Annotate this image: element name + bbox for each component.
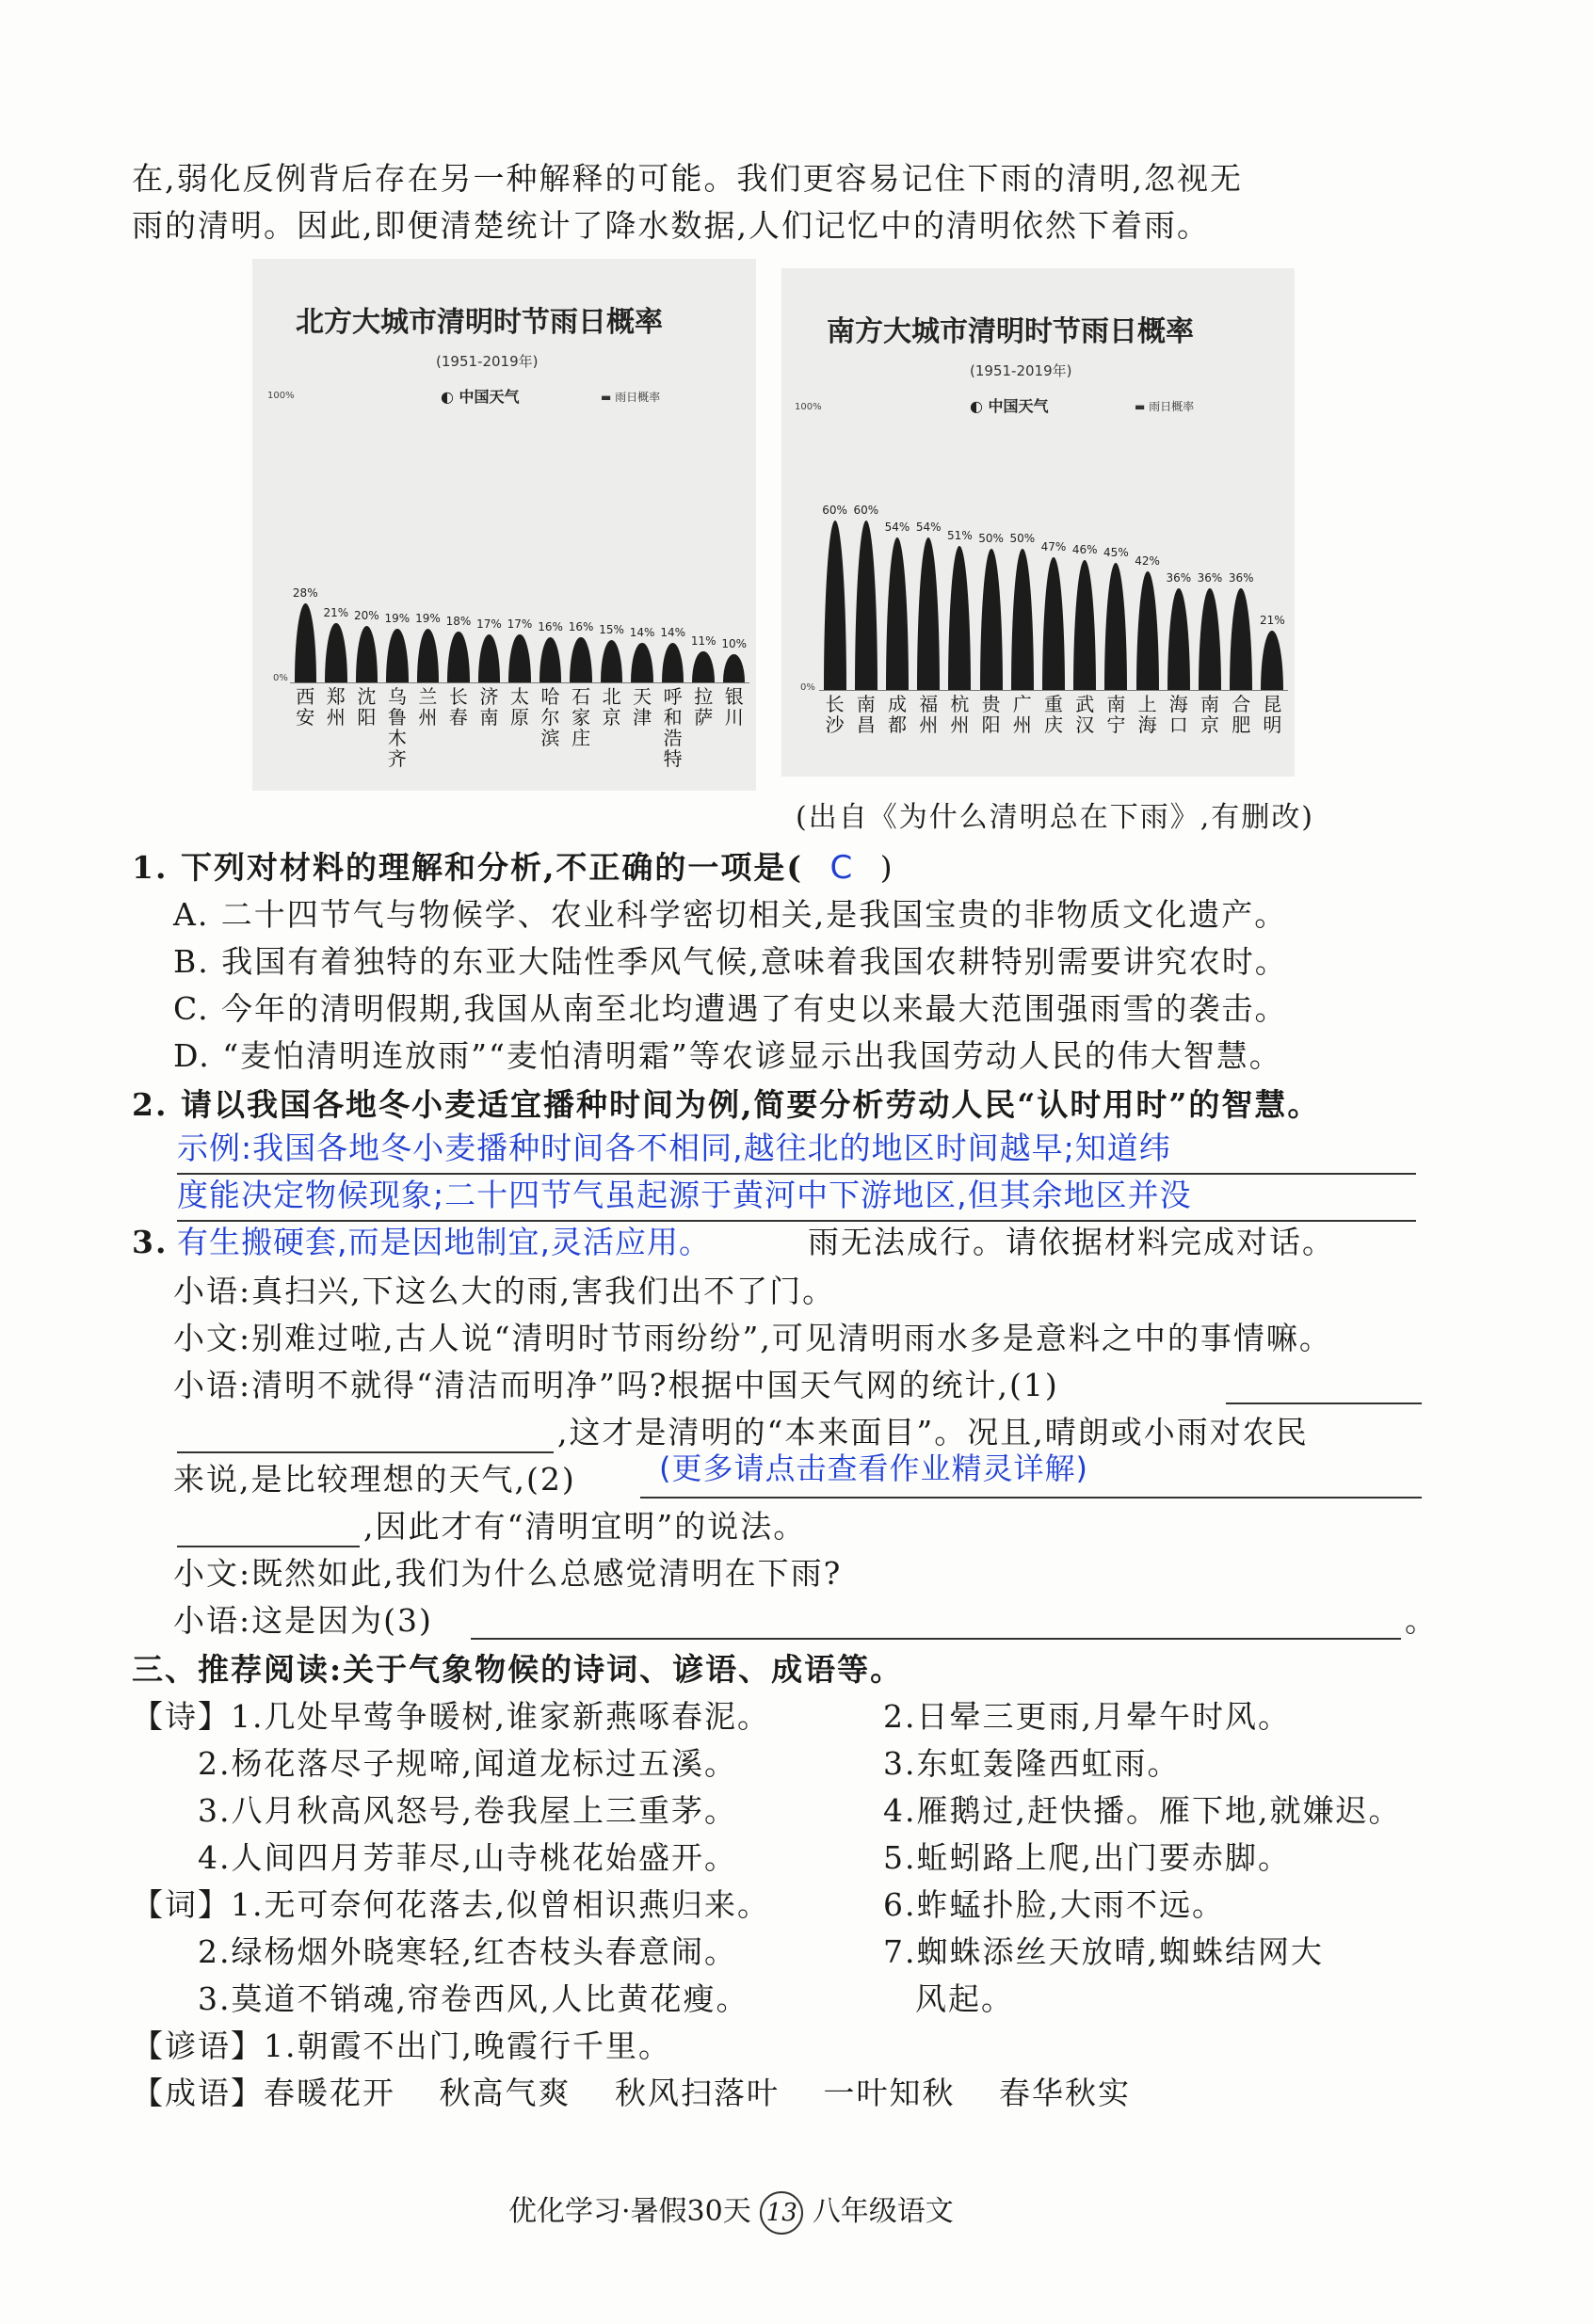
bar-value-label: 42% — [1135, 554, 1160, 568]
chart-bar — [1073, 560, 1096, 690]
category-label: 天 津 — [633, 685, 652, 729]
chart-bar — [417, 629, 439, 682]
paragraph-line: 雨的清明。因此,即便清楚统计了降水数据,人们记忆中的清明依然下着雨。 — [132, 207, 1210, 244]
category-label: 贵 阳 — [981, 693, 1001, 736]
bar-value-label: 54% — [884, 521, 910, 534]
chart-bar — [1167, 588, 1190, 690]
chart-bar — [325, 623, 346, 682]
category-label: 太 原 — [510, 685, 529, 729]
dialog-line: 。 — [1405, 1602, 1438, 1639]
idioms-label: 【成语】 — [132, 2075, 264, 2111]
chart-bar — [1042, 557, 1065, 690]
bar-value-label: 10% — [721, 637, 748, 650]
x-axis — [819, 690, 1288, 691]
paragraph-line: 在,弱化反例背后存在另一种解释的可能。我们更容易记住下雨的清明,忽视无 — [132, 160, 1243, 197]
bar-value-label: 36% — [1228, 571, 1254, 585]
poem-line: 2.杨花落尽子规啼,闻道龙标过五溪。 — [198, 1745, 737, 1782]
chart-subtitle: (1951-2019年) — [436, 353, 539, 370]
idiom: 秋高气爽 — [439, 2075, 572, 2111]
q1-stem-text: 1. 下列对材料的理解和分析,不正确的一项是( — [132, 849, 804, 886]
q2-answer-line: 有生搬硬套,而是因地制宜,灵活应用。 — [177, 1224, 711, 1260]
chart-legend-label: 雨日概率 — [1149, 400, 1195, 413]
blank-2b — [177, 1546, 360, 1547]
chart-bar — [824, 521, 846, 690]
category-label: 福 州 — [919, 693, 939, 736]
category-label: 拉 萨 — [694, 685, 714, 729]
bar-value-label: 51% — [947, 529, 973, 542]
category-label: 长 春 — [448, 685, 468, 729]
category-label: 南 昌 — [856, 693, 876, 736]
bar-value-label: 16% — [568, 620, 594, 633]
idiom: 秋风扫落叶 — [615, 2075, 780, 2111]
category-label: 武 汉 — [1075, 693, 1095, 736]
chart-bar — [855, 521, 878, 690]
chart-subtitle: (1951-2019年) — [970, 362, 1072, 379]
bar-value-label: 11% — [690, 634, 716, 648]
chart-bar — [723, 654, 745, 682]
category-label: 银 川 — [724, 685, 744, 729]
chart-bar — [601, 640, 622, 682]
chart-bar — [1104, 563, 1127, 690]
bar-value-label: 20% — [353, 609, 379, 622]
category-label: 石 家 庄 — [572, 685, 591, 749]
idiom: 春华秋实 — [999, 2075, 1131, 2111]
bar-value-label: 16% — [538, 620, 563, 633]
bar-value-label: 14% — [660, 626, 685, 639]
category-label: 沈 阳 — [357, 685, 377, 729]
proverb-line: 2.日晕三更雨,月晕午时风。 — [883, 1698, 1291, 1735]
chart-bar — [447, 632, 469, 682]
blank-1b — [177, 1451, 554, 1453]
q1-stem-close: ) — [879, 849, 894, 886]
poem-line: 4.人间四月芳菲尽,山寺桃花始盛开。 — [198, 1839, 737, 1876]
chart-legend: ▬ 雨日概率 — [601, 391, 661, 404]
category-label: 昆 明 — [1263, 693, 1282, 736]
q1-stem — [132, 845, 894, 890]
category-label: 杭 州 — [950, 693, 970, 736]
blank-3 — [471, 1638, 1401, 1640]
poem-line: 3.八月秋高风怒号,卷我屋上三重茅。 — [198, 1792, 737, 1829]
proverb-line: 4.雁鹅过,赶快播。雁下地,就嫌迟。 — [883, 1792, 1402, 1829]
bar-value-label: 21% — [1260, 614, 1285, 627]
category-label: 济 南 — [479, 685, 499, 729]
more-details-link[interactable]: (更多请点击查看作业精灵详解) — [659, 1450, 1088, 1486]
chart-source-logo: ◐ 中国天气 — [970, 397, 1049, 415]
chart-bar — [980, 549, 1003, 690]
page-number: 13 — [760, 2191, 803, 2235]
category-label: 上 海 — [1137, 693, 1157, 736]
chart-bar — [631, 643, 652, 682]
bar-value-label: 47% — [1040, 540, 1067, 553]
idiom: 一叶知秋 — [823, 2075, 956, 2111]
chart-bar — [1136, 571, 1159, 690]
category-label: 兰 州 — [418, 685, 438, 729]
dialog-line: ,因此才有“清明宜明”的说法。 — [363, 1508, 807, 1545]
source-note: (出自《为什么清明总在下雨》,有删改) — [796, 801, 1314, 834]
dialog-line: ,这才是清明的“本来面目”。况且,晴朗或小雨对农民 — [557, 1414, 1309, 1450]
bar-value-label: 19% — [415, 612, 441, 625]
bar-value-label: 14% — [629, 626, 655, 639]
proverb-line: 7.蜘蛛添丝天放晴,蜘蛛结网大 — [883, 1933, 1324, 1970]
chart-bar — [478, 634, 500, 682]
footer-subject: 八年级语文 — [812, 2195, 954, 2228]
dialog-line: 来说,是比较理想的天气,(2) — [173, 1461, 576, 1498]
chart-bar — [1011, 549, 1034, 690]
ci-line: 2.绿杨烟外晓寒轻,红杏枝头春意闹。 — [198, 1933, 737, 1970]
proverb-line: 6.蚱蜢扑脸,大雨不远。 — [883, 1886, 1225, 1923]
y-tick-min: 0% — [800, 682, 815, 693]
bar-value-label: 36% — [1197, 571, 1223, 585]
south-chart — [781, 268, 1295, 777]
q2-answer-line: 示例:我国各地冬小麦播种时间各不相同,越往北的地区时间越早;知道纬 — [177, 1130, 1171, 1166]
proverb-line: 3.东虹轰隆西虹雨。 — [883, 1745, 1181, 1782]
proverb-line: 【谚语】1.朝霞不出门,晚霞行千里。 — [132, 2027, 671, 2064]
bar-value-label: 19% — [384, 612, 411, 625]
category-label: 哈 尔 滨 — [540, 685, 560, 749]
category-label: 重 庆 — [1044, 693, 1063, 736]
category-label: 西 安 — [296, 685, 315, 729]
dialog-line: 小语:清明不就得“清洁而明净”吗?根据中国天气网的统计,(1) — [173, 1367, 1059, 1403]
chart-source-logo: ◐ 中国天气 — [441, 388, 520, 406]
chart-bar — [295, 603, 316, 682]
chart-bar — [1261, 631, 1283, 690]
chart-legend-label: 雨日概率 — [615, 391, 661, 404]
idiom: 春暖花开 — [264, 2075, 395, 2111]
blank-1a — [1226, 1402, 1422, 1404]
q2-answer-line: 度能决定物候现象;二十四节气虽起源于黄河中下游地区,但其余地区并没 — [177, 1177, 1192, 1213]
proverb-line: 5.蚯蚓路上爬,出门要赤脚。 — [883, 1839, 1291, 1876]
bar-value-label: 15% — [599, 623, 624, 636]
category-label: 广 州 — [1012, 693, 1032, 736]
bar-value-label: 28% — [292, 586, 318, 600]
chart-bar — [508, 634, 530, 682]
q3-stem-tail: 雨无法成行。请依据材料完成对话。 — [808, 1224, 1335, 1260]
blank-2a — [640, 1497, 1422, 1499]
bar-value-label: 54% — [915, 521, 942, 534]
chart-bar — [1199, 588, 1221, 690]
category-label: 北 京 — [602, 685, 621, 729]
category-label: 郑 州 — [326, 685, 346, 729]
q3-number: 3. — [132, 1224, 169, 1260]
chart-bar — [1230, 588, 1252, 690]
category-label: 乌 鲁 木 齐 — [387, 685, 407, 770]
bar-value-label: 17% — [507, 617, 533, 631]
x-axis — [290, 682, 749, 683]
q1-option: D. “麦怕清明连放雨”“麦怕清明霜”等农谚显示出我国劳动人民的伟大智慧。 — [173, 1037, 1282, 1074]
q1-option: A. 二十四节气与物候学、农业科学密切相关,是我国宝贵的非物质文化遗产。 — [173, 896, 1288, 933]
category-label: 成 都 — [888, 693, 907, 736]
dialog-line: 小语:这是因为(3) — [173, 1602, 433, 1639]
q2-stem: 2. 请以我国各地冬小麦适宜播种时间为例,简要分析劳动人民“认时用时”的智慧。 — [132, 1086, 1321, 1123]
category-label: 南 宁 — [1106, 693, 1126, 736]
bar-value-label: 60% — [822, 504, 847, 517]
chart-bar — [539, 637, 561, 682]
q1-answer: C — [829, 849, 854, 887]
bar-value-label: 46% — [1071, 543, 1098, 556]
y-tick-max: 100% — [795, 402, 822, 412]
bar-value-label: 50% — [1009, 532, 1036, 545]
footer-title: 优化学习·暑假30天 — [508, 2195, 751, 2228]
bar-value-label: 18% — [445, 615, 472, 628]
bar-value-label: 17% — [476, 617, 502, 631]
chart-title: 南方大城市清明时节雨日概率 — [827, 315, 1194, 348]
bar-value-label: 45% — [1103, 546, 1129, 559]
chart-bar — [948, 546, 971, 690]
chart-source: 中国天气 — [459, 388, 520, 406]
chart-bar — [356, 626, 378, 682]
chart-legend: ▬ 雨日概率 — [1135, 400, 1195, 413]
q1-option: B. 我国有着独特的东亚大陆性季风气候,意味着我国农耕特别需要讲究农时。 — [173, 943, 1288, 980]
chart-bar — [662, 643, 684, 682]
bar-value-label: 36% — [1166, 571, 1192, 585]
dialog-line: 小文:既然如此,我们为什么总感觉清明在下雨? — [173, 1555, 843, 1592]
dialog-line: 小语:真扫兴,下这么大的雨,害我们出不了门。 — [173, 1273, 836, 1309]
poem-line: 【诗】1.几处早莺争暖树,谁家新燕啄春泥。 — [132, 1698, 770, 1735]
chart-title: 北方大城市清明时节雨日概率 — [296, 306, 663, 339]
section3-heading: 三、推荐阅读:关于气象物候的诗词、谚语、成语等。 — [132, 1651, 904, 1688]
category-label: 呼 和 浩 特 — [663, 685, 683, 770]
bar-value-label: 60% — [853, 504, 879, 517]
category-label: 合 肥 — [1232, 693, 1251, 736]
chart-bar — [386, 629, 408, 682]
bar-value-label: 21% — [323, 606, 349, 619]
dialog-line: 小文:别难过啦,古人说“清明时节雨纷纷”,可见清明雨水多是意料之中的事情嘛。 — [173, 1320, 1332, 1356]
proverb-line: 风起。 — [915, 1980, 1014, 2017]
chart-bar — [917, 537, 940, 690]
y-tick-max: 100% — [267, 391, 295, 401]
y-tick-min: 0% — [273, 673, 288, 683]
north-chart — [252, 259, 756, 791]
chart-bar — [692, 651, 714, 682]
idioms-row — [132, 2071, 1131, 2116]
category-label: 海 口 — [1168, 693, 1188, 736]
ci-line: 3.莫道不销魂,帘卷西风,人比黄花瘦。 — [198, 1980, 749, 2017]
chart-bar — [886, 537, 909, 690]
ci-line: 【词】1.无可奈何花落去,似曾相识燕归来。 — [132, 1886, 770, 1923]
footer — [508, 2188, 954, 2235]
category-label: 南 京 — [1200, 693, 1219, 736]
chart-bar — [570, 637, 591, 682]
category-label: 长 沙 — [825, 693, 845, 736]
q1-option: C. 今年的清明假期,我国从南至北均遭遇了有史以来最大范围强雨雪的袭击。 — [173, 990, 1288, 1027]
chart-source: 中国天气 — [988, 397, 1049, 415]
bar-value-label: 50% — [978, 532, 1004, 545]
